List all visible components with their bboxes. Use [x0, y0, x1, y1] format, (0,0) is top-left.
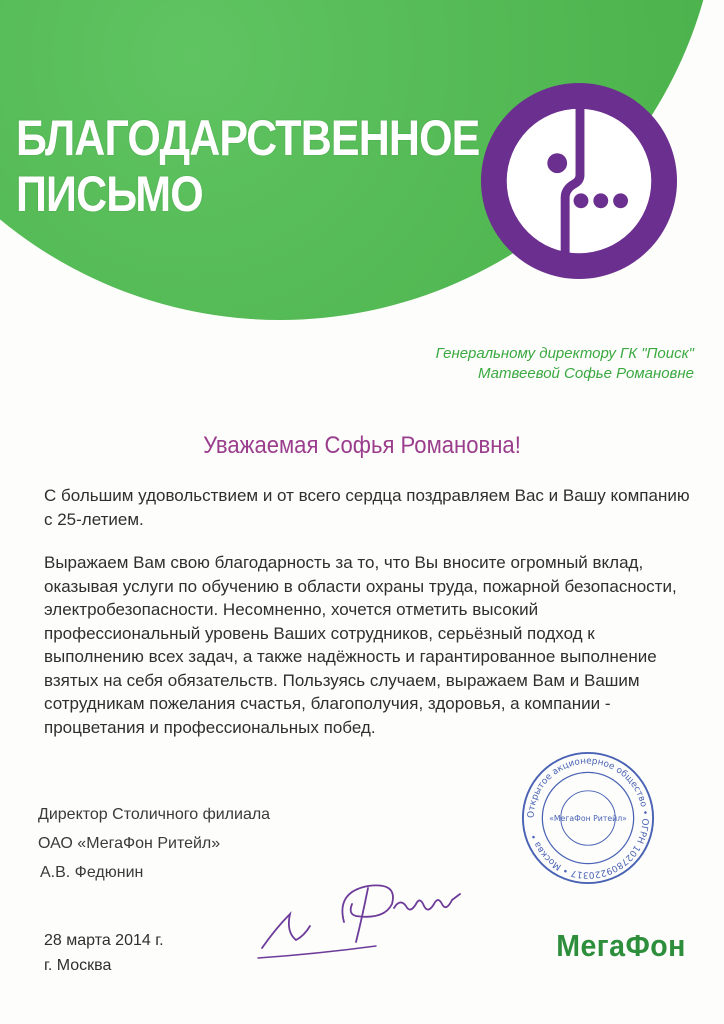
megafon-logo-icon [480, 82, 678, 280]
signatory-name: А.В. Федюнин [40, 864, 144, 881]
recipient-line-1: Генеральному директору ГК "Поиск" [435, 345, 694, 362]
signatory-position: Директор Столичного филиала [38, 806, 271, 823]
letter-date: 28 марта 2014 г. [44, 932, 164, 949]
title-line-2: ПИСЬМО [16, 166, 203, 222]
letter-paragraph-2: Выражаем Вам свою благодарность за то, что Вы вносите огромный вклад, оказывая услуги по обучению в области охраны труда, пожарной безопасности, электробезопасности. Несомненно, хочется отметить высокий профессиональный уровень Ваших сотрудников, серьёзный подход к выполнению всех задач, а также надёжность и гарантированное выполнение взятых на себя обязательств. Пользуясь случаем, выражаем Вам и Вашим сотрудникам пожелания счастья, благополучия, здоровья, а компании - процветания и профессиональных побед. [44, 553, 677, 737]
stamp-outer-text: Открытое акционерное общество • ОГРН 1027809220317 • Москва • [526, 756, 650, 880]
handwritten-signature [256, 870, 466, 960]
greeting: Уважаемая Софья Романовна! [203, 432, 521, 459]
letter-city: г. Москва [44, 957, 112, 974]
signatory-block [38, 800, 270, 887]
recipient-block [374, 344, 694, 384]
letter-paragraph-1: С большим удовольствием и от всего сердца поздравляем Вас и Вашу компанию с 25-летием. [44, 486, 690, 529]
document-title [16, 110, 480, 222]
recipient-line-2: Матвеевой Софье Романовне [478, 365, 694, 382]
date-block [44, 928, 164, 978]
stamp-center-text: «МегаФон Ритейл» [549, 813, 627, 823]
letter-body [44, 484, 692, 759]
title-line-1: БЛАГОДАРСТВЕННОЕ [16, 110, 480, 166]
megafon-wordmark: МегаФон [556, 928, 686, 963]
signatory-company: ОАО «МегаФон Ритейл» [38, 835, 221, 852]
company-stamp [520, 750, 656, 886]
